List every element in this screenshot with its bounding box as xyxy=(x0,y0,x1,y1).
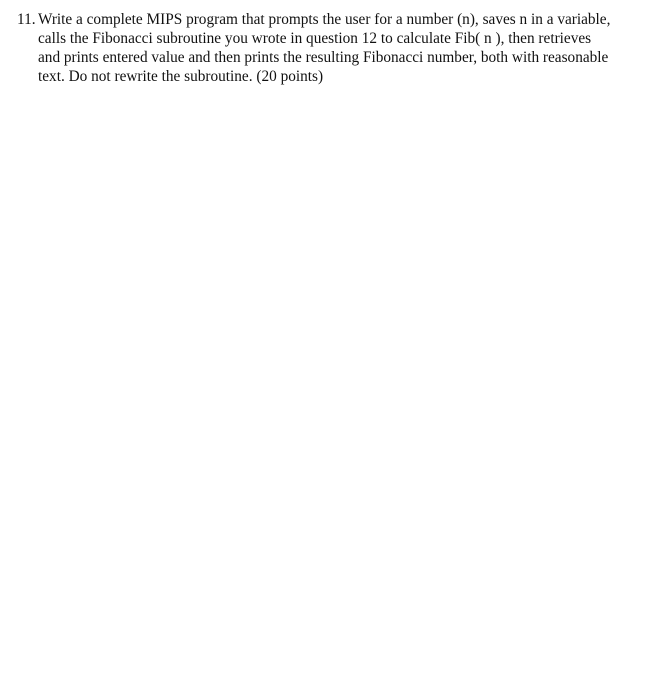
question-number: 11. xyxy=(17,11,36,28)
question-text-line: and prints entered value and then prints the resulting Fibonacci number, both with reasonable xyxy=(38,49,609,66)
question-text-line: text. Do not rewrite the subroutine. (20 points) xyxy=(38,68,324,85)
question-11 xyxy=(17,10,647,86)
question-text xyxy=(38,10,647,86)
question-text-line: calls the Fibonacci subroutine you wrote in question 12 to calculate Fib( n ), then retrieves xyxy=(38,30,592,47)
question-text-line: Write a complete MIPS program that prompts the user for a number (n), saves n in a variable, xyxy=(38,11,611,28)
